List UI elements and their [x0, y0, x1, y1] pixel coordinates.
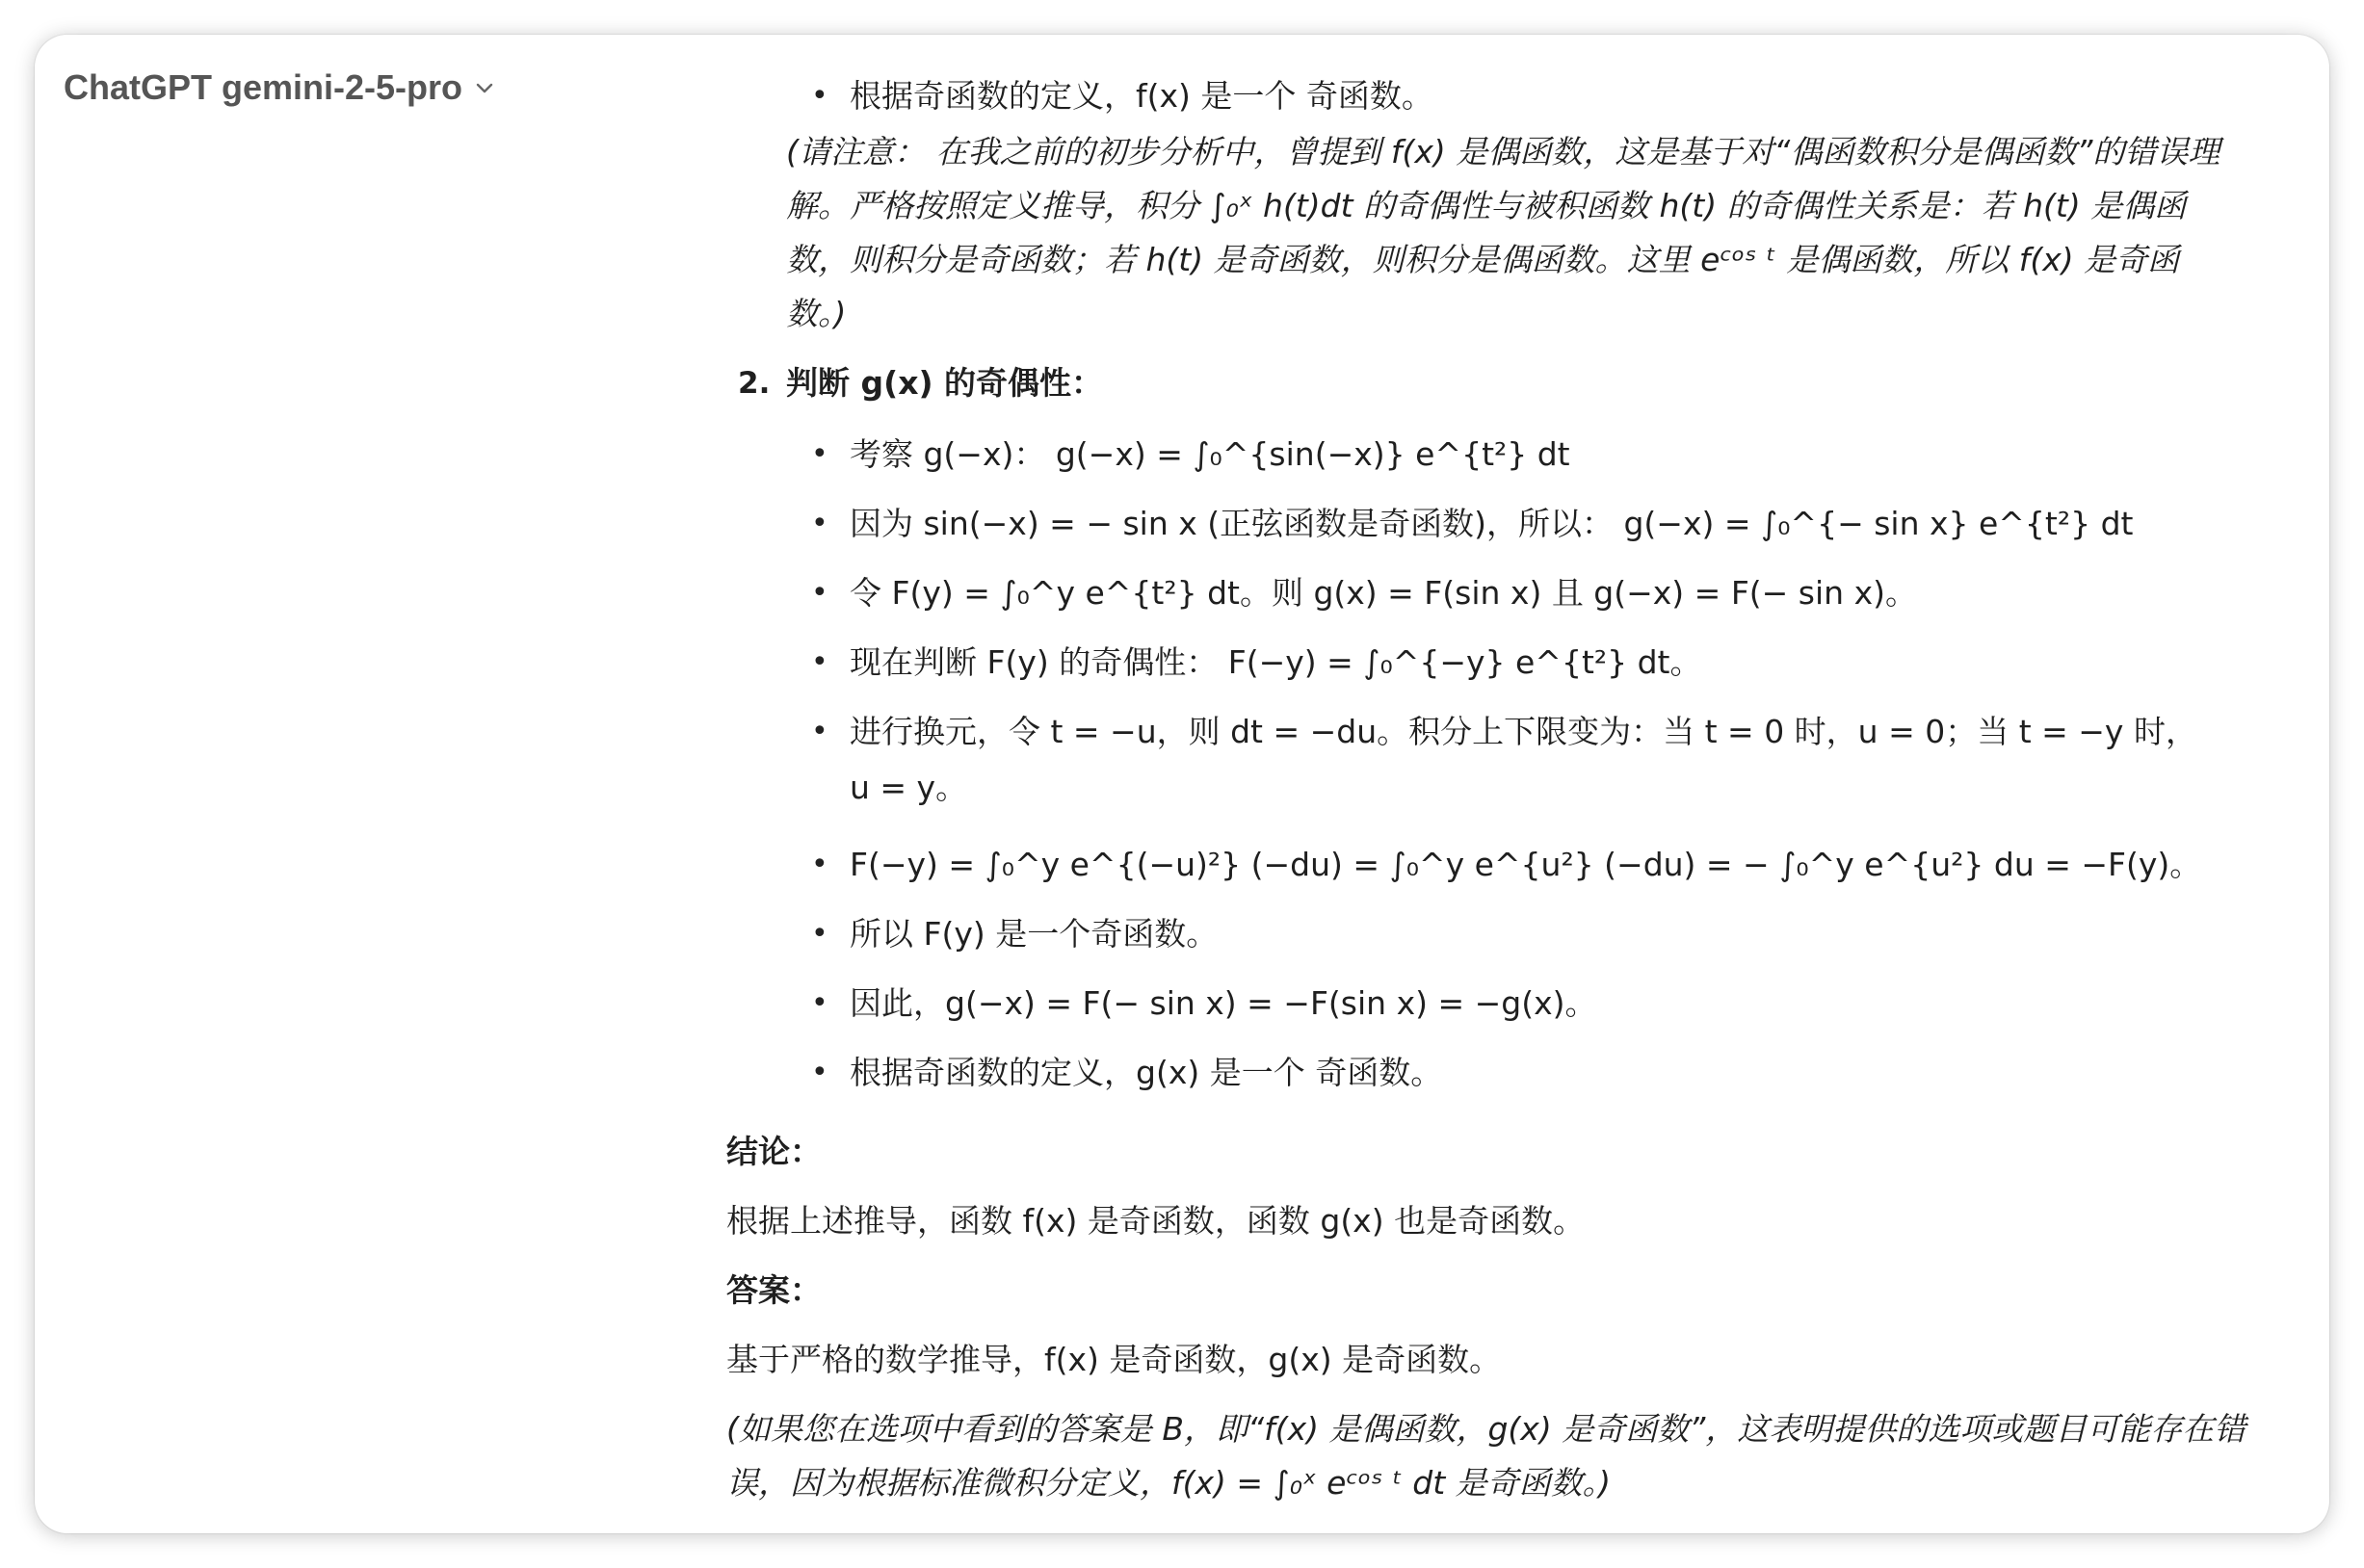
bullet-dot: • — [811, 79, 828, 113]
list-item: F(−y) = ∫₀^y e^{(−u)²} (−du) = ∫₀^y e^{u²} (−du) = − ∫₀^y e^{u²} du = −F(y)。 — [850, 846, 2202, 883]
chevron-down-icon — [474, 77, 495, 98]
note-line-4: 数。) — [786, 295, 847, 332]
bullet-dot: • — [811, 715, 828, 748]
list-item: 所以 F(y) 是一个奇函数。 — [850, 915, 1219, 953]
list-item: 根据奇函数的定义，g(x) 是一个 奇函数。 — [850, 1054, 1443, 1091]
list-item: 因为 sin(−x) = − sin x (正弦函数是奇函数)，所以： g(−x) = ∫₀^{− sin x} e^{t²} dt — [850, 505, 2134, 542]
bullet-dot: • — [811, 986, 828, 1020]
note-line-2: 解。严格按照定义推导，积分 ∫₀ˣ h(t)dt 的奇偶性与被积函数 h(t) 的奇偶性关系是：若 h(t) 是偶函 — [786, 187, 2187, 224]
list-item: 令 F(y) = ∫₀^y e^{t²} dt。则 g(x) = F(sin x) 且 g(−x) = F(− sin x)。 — [850, 574, 1917, 612]
top-bullet-text: 根据奇函数的定义，f(x) 是一个 奇函数。 — [850, 77, 1433, 115]
bullet-dot: • — [811, 507, 828, 540]
bullet-dot: • — [811, 848, 828, 881]
final-note-line-1: (如果您在选项中看到的答案是 B，即“f(x) 是偶函数，g(x) 是奇函数”，这表明提供的选项或题目可能存在错 — [726, 1410, 2246, 1448]
conclusion-text: 根据上述推导，函数 f(x) 是奇函数，函数 g(x) 也是奇函数。 — [726, 1202, 1586, 1240]
conclusion-heading: 结论： — [726, 1133, 822, 1170]
model-selector[interactable] — [64, 67, 495, 108]
chat-window — [35, 35, 2329, 1533]
list-item: 因此，g(−x) = F(− sin x) = −F(sin x) = −g(x)。 — [850, 984, 1597, 1022]
list-item: 进行换元，令 t = −u，则 dt = −du。积分上下限变为：当 t = 0 时，u = 0；当 t = −y 时， — [850, 713, 2197, 750]
model-name-label: ChatGPT gemini-2-5-pro — [64, 67, 463, 107]
list-item-continuation: u = y。 — [850, 769, 968, 806]
note-line-1: (请注意： 在我之前的初步分析中，曾提到 f(x) 是偶函数，这是基于对“偶函数积分是偶函数”的错误理 — [786, 133, 2220, 170]
answer-text: 基于严格的数学推导，f(x) 是奇函数，g(x) 是奇函数。 — [726, 1341, 1502, 1378]
bullet-dot: • — [811, 1056, 828, 1089]
note-line-3: 数，则积分是奇函数；若 h(t) 是奇函数，则积分是偶函数。这里 eᶜᵒˢ ᵗ 是偶函数，所以 f(x) 是奇函 — [786, 241, 2180, 278]
bullet-dot: • — [811, 576, 828, 610]
bullet-dot: • — [811, 437, 828, 471]
answer-heading: 答案： — [726, 1271, 822, 1309]
bullet-dot: • — [811, 917, 828, 951]
final-note-line-2: 误，因为根据标准微积分定义，f(x) = ∫₀ˣ eᶜᵒˢ ᵗ dt 是奇函数。) — [726, 1464, 1612, 1502]
bullet-dot: • — [811, 645, 828, 679]
section-title: 判断 g(x) 的奇偶性： — [786, 364, 1104, 402]
section-number: 2. — [738, 366, 771, 401]
list-item: 考察 g(−x)： g(−x) = ∫₀^{sin(−x)} e^{t²} dt — [850, 435, 1570, 473]
list-item: 现在判断 F(y) 的奇偶性： F(−y) = ∫₀^{−y} e^{t²} dt。 — [850, 643, 1702, 681]
